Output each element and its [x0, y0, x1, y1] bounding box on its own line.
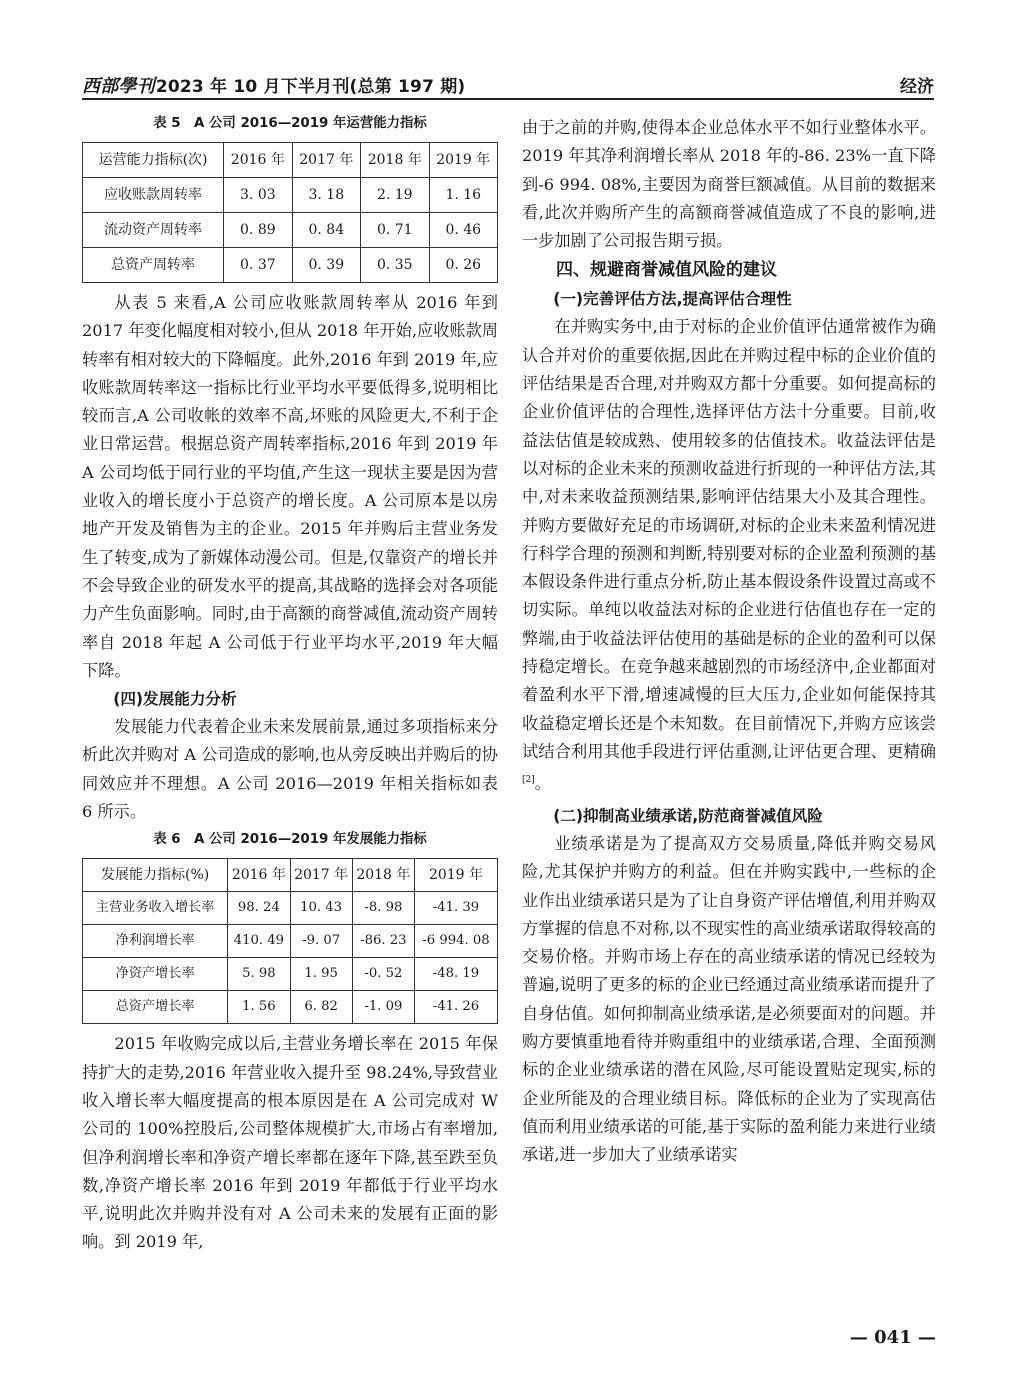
table-cell: -0. 52 [352, 958, 414, 991]
body-paragraph [522, 313, 936, 797]
table-cell: 0. 26 [429, 248, 498, 283]
table-header-cell: 2018 年 [361, 143, 429, 178]
table-row [83, 248, 498, 283]
paragraph-end: 。 [534, 773, 551, 793]
page-number: — 041 — [849, 1327, 936, 1348]
table-cell: 总资产周转率 [83, 248, 224, 283]
table-cell: -1. 09 [352, 991, 414, 1024]
table-header-cell: 2019 年 [415, 859, 498, 892]
table-cell: 3. 03 [224, 178, 292, 213]
table-cell: 410. 49 [228, 925, 290, 958]
table6 [82, 858, 498, 1024]
table-header-cell: 2016 年 [228, 859, 290, 892]
table-cell: -48. 19 [415, 958, 498, 991]
citation-reference[interactable]: [2] [522, 775, 535, 786]
table-cell: 净利润增长率 [83, 925, 228, 958]
section-heading: (四)发展能力分析 [113, 690, 237, 709]
body-paragraph: 发展能力代表着企业未来发展前景,通过多项指标来分析此次并购对 A 公司造成的影响,也从旁反映出并购后的协同效应并不理想。A 公司 2016—2019 年相关指标如表 6 所示。 [82, 717, 498, 822]
journal-logo: 西部學刊 [82, 76, 155, 97]
table6-caption: 表 6 A 公司 2016—2019 年发展能力指标 [153, 832, 427, 848]
table-cell: 0. 46 [429, 213, 498, 248]
table-cell: 0. 71 [361, 213, 429, 248]
table-cell: -41. 26 [415, 991, 498, 1024]
header-rule [82, 98, 934, 100]
table-row [83, 213, 498, 248]
table-header-cell: 2017 年 [292, 143, 360, 178]
table-cell: 总资产增长率 [83, 991, 228, 1024]
table-cell: 5. 98 [228, 958, 290, 991]
table-cell: 1. 95 [290, 958, 352, 991]
table-cell: 0. 84 [292, 213, 360, 248]
table-cell: 主营业务收入增长率 [83, 892, 228, 925]
table-row [83, 892, 498, 925]
table-cell: -6 994. 08 [415, 925, 498, 958]
table-header-cell: 2017 年 [290, 859, 352, 892]
table-cell: 3. 18 [292, 178, 360, 213]
table-header-cell: 2019 年 [429, 143, 498, 178]
table-cell: 0. 35 [361, 248, 429, 283]
table-cell: -8. 98 [352, 892, 414, 925]
running-header [82, 68, 934, 98]
issue-info: 2023 年 10 月下半月刊(总第 197 期) [155, 77, 466, 97]
table-row [83, 958, 498, 991]
table-cell: 0. 89 [224, 213, 292, 248]
table-cell: 1. 56 [228, 991, 290, 1024]
table-cell: -86. 23 [352, 925, 414, 958]
body-paragraph: 2015 年收购完成以后,主营业务增长率在 2015 年保持扩大的走势,2016 年营业收入提升至 98.24%,导致营业收入增长率大幅度提高的根本原因是在 A 公司完成对 W 公司的 100%控股后,公司整体规模扩大,市场占有率增加,但净利润增长率和净资产增长率都在逐年下降,甚至跌至负数,净资产增长率 2016 年到 2019 年都低于行业平均水平,说明此次并购并没有对 A 公司未来的发展有正面的影响。到 2019 年, [82, 1034, 498, 1252]
table-header-row [83, 143, 498, 178]
table-cell: 2. 19 [361, 178, 429, 213]
table-cell: 应收账款周转率 [83, 178, 224, 213]
table-header-cell: 2018 年 [352, 859, 414, 892]
table-cell: 98. 24 [228, 892, 290, 925]
table-cell: 10. 43 [290, 892, 352, 925]
right-column [522, 114, 936, 1169]
table-cell: 流动资产周转率 [83, 213, 224, 248]
paragraph-text: 在并购实务中,由于对标的企业价值评估通常被作为确认合并对价的重要依据,因此在并购过程中标的企业价值的评估结果是否合理,对并购双方都十分重要。如何提高标的企业价值评估的合理性,选择评估方法十分重要。目前,收益法估值是较成熟、使用较多的估值技术。收益法评估是以对标的企业未来的预测收益进行折现的一种评估方法,其中,对未来收益预测结果,影响评估结果大小及其合理性。并购方要做好充足的市场调研,对标的企业未来盈利情况进行科学合理的预测和判断,特别要对标的企业盈利预测的基本假设条件进行重点分析,防止基本假设条件设置过高或不切实际。单纯以收益法对标的企业进行估值也存在一定的弊端,由于收益法评估使用的基础是标的企业的盈利可以保持稳定增长。在竞争越来越剧烈的市场经济中,企业都面对着盈利水平下滑,增速减慢的巨大压力,企业如何能保持其收益稳定增长还是个未知数。在目前情况下,并购方应该尝试结合利用其他手段进行评估重测,让评估更合理、更精确 [522, 317, 936, 761]
table-header-cell: 2016 年 [224, 143, 292, 178]
table-row [83, 925, 498, 958]
subsection-heading: (一)完善评估方法,提高评估合理性 [553, 290, 792, 309]
table-row [83, 178, 498, 213]
table-cell: 0. 37 [224, 248, 292, 283]
table-header-cell: 运营能力指标(次) [83, 143, 224, 178]
body-paragraph: 业绩承诺是为了提高双方交易质量,降低并购交易风险,尤其保护并购方的利益。但在并购实践中,一些标的企业作出业绩承诺只是为了让自身资产评估增值,利用并购双方掌握的信息不对称,以不现实性的高业绩承诺取得较高的交易价格。并购市场上存在的高业绩承诺的情况已经较为普遍,说明了更多的标的企业已经通过高业绩承诺而提升了自身估值。如何抑制高业绩承诺,是必须要面对的问题。并购方要慎重地看待并购重组中的业绩承诺,合理、全面预测标的企业业绩承诺的潜在风险,尽可能设置贴定现实,标的企业所能及的合理业绩目标。降低标的企业为了实现高估值而利用业绩承诺的可能,基于实际的盈利能力来进行业绩承诺,进一步加大了业绩承诺实 [522, 833, 936, 1165]
table-row [83, 991, 498, 1024]
table-header-cell: 发展能力指标(%) [83, 859, 228, 892]
subsection-heading: (二)抑制高业绩承诺,防范商誉减值风险 [553, 806, 823, 825]
table-header-row [83, 859, 498, 892]
table-cell: 净资产增长率 [83, 958, 228, 991]
table-cell: -9. 07 [290, 925, 352, 958]
table-cell: -41. 39 [415, 892, 498, 925]
table-cell: 0. 39 [292, 248, 360, 283]
table5 [82, 142, 498, 283]
journal-title [82, 72, 465, 98]
table-cell: 1. 16 [429, 178, 498, 213]
section-heading-main: 四、规避商誉减值风险的建议 [556, 260, 777, 281]
section-name: 经济 [900, 77, 934, 97]
body-paragraph: 由于之前的并购,使得本企业总体水平不如行业整体水平。2019 年其净利润增长率从 2018 年的-86. 23%一直下降到-6 994. 08%,主要因为商誉巨额减值。从目前的数据来看,此次并购所产生的高额商誉减值造成了不良的影响,进一步加剧了公司报告期亏损。 [522, 118, 936, 251]
left-column [82, 114, 498, 1257]
table5-caption: 表 5 A 公司 2016—2019 年运营能力指标 [153, 116, 427, 131]
body-paragraph: 从表 5 来看,A 公司应收账款周转率从 2016 年到 2017 年变化幅度相对较小,但从 2018 年开始,应收账款周转率有相对较大的下降幅度。此外,2016 年到 2019 年,应收账款周转率这一指标比行业平均水平要低得多,说明相比较而言,A 公司收帐的效率不高,坏账的风险更大,不利于企业日常运营。根据总资产周转率指标,2016 年到 2019 年 A 公司均低于同行业的平均值,产生这一现状主要是因为营业收入的增长度小于总资产的增长度。A 公司原本是以房地产开发及销售为主的企业。2015 年并购后主营业务发生了转变,成为了新媒体动漫公司。但是,仅靠资产的增长并不会导致企业的研发水平的提高,其战略的选择会对各项能力产生负面影响。同时,由于高额的商誉减值,流动资产周转率自 2018 年起 A 公司低于行业平均水平,2019 年大幅下降。 [82, 293, 498, 680]
table-cell: 6. 82 [290, 991, 352, 1024]
